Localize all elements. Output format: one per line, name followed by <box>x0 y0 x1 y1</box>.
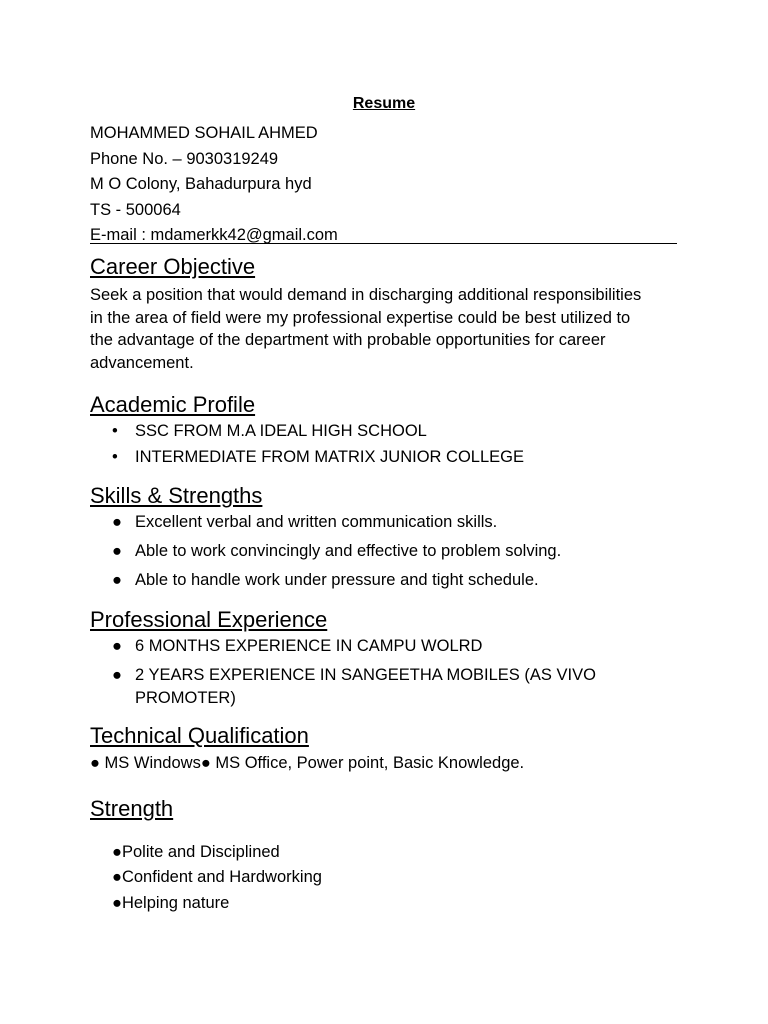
bullet-icon: ● <box>112 513 122 531</box>
bullet-icon: ● <box>112 542 122 560</box>
address-line-1: M O Colony, Bahadurpura hyd <box>90 175 312 193</box>
technical-heading: Technical Qualification <box>90 723 309 748</box>
skills-heading: Skills & Strengths <box>90 483 263 508</box>
career-line: in the area of field were my professional expertise could be best utilized to <box>90 308 631 327</box>
career-line: the advantage of the department with probable opportunities for career <box>90 331 606 349</box>
bullet-icon: ● <box>112 637 122 655</box>
applicant-name: MOHAMMED SOHAIL AHMED <box>90 124 318 142</box>
contact-block <box>90 121 338 249</box>
academic-profile-heading: Academic Profile <box>90 392 256 417</box>
resume-title: Resume <box>352 95 416 112</box>
career-line: Seek a position that would demand in discharging additional responsibilities <box>90 286 642 304</box>
email-address: E-mail : mdamerkk42@gmail.com <box>90 226 338 244</box>
bullet-icon: ● <box>112 666 122 684</box>
strength-item: ●Helping nature <box>112 894 230 912</box>
bullet-icon: ● <box>112 571 122 589</box>
technical-text: ● MS Windows● MS Office, Power point, Basic Knowledge. <box>90 754 525 772</box>
address-line-2: TS - 500064 <box>90 200 181 219</box>
resume-page: Resume MOHAMMED SOHAIL AHMED Phone No. – 9030319249 M O Colony, Bahadurpura hyd TS - 500064 E-mail : mdamerkk42@gmail.com Career Objective Seek a position that would demand in discharging additional responsibilities in the area of field were my professional expertise could be best utilized to the advantage of the department with probable opportunities for career advancement. Academic Profile • SSC FROM M.A IDEAL HIGH SCHOOL • INTERMEDIATE FROM MATRIX JUNIOR COLLEGE Skills & Strengths ● Excellent verbal and written communication skills. ● Able to work convincingly and effective to problem solving. ● Able to handle work under pressure and tight schedule. Professional Experience ● 6 MONTHS EXPERIENCE IN CAMPU WOLRD ● 2 YEARS EXPERIENCE IN SANGEETHA MOBILES (AS VIVO PROMOTER) Technical Qualification ● MS Windows● MS Office, Power point, Basic Knowledge. Strength ●Polite and Disciplined ●Confident and Hardworking ●Helping nature <box>0 0 768 1024</box>
strength-item: ●Polite and Disciplined <box>112 843 280 861</box>
career-objective-heading: Career Objective <box>90 254 256 279</box>
career-line: advancement. <box>90 353 194 372</box>
bullet-icon: • <box>112 422 118 440</box>
header-divider <box>90 243 677 244</box>
experience-heading: Professional Experience <box>90 607 328 632</box>
career-objective-text <box>90 284 690 374</box>
strength-heading: Strength <box>90 796 174 821</box>
strength-item: ●Confident and Hardworking <box>112 868 322 886</box>
bullet-icon: • <box>112 448 118 466</box>
phone-number: Phone No. – 9030319249 <box>90 149 279 168</box>
